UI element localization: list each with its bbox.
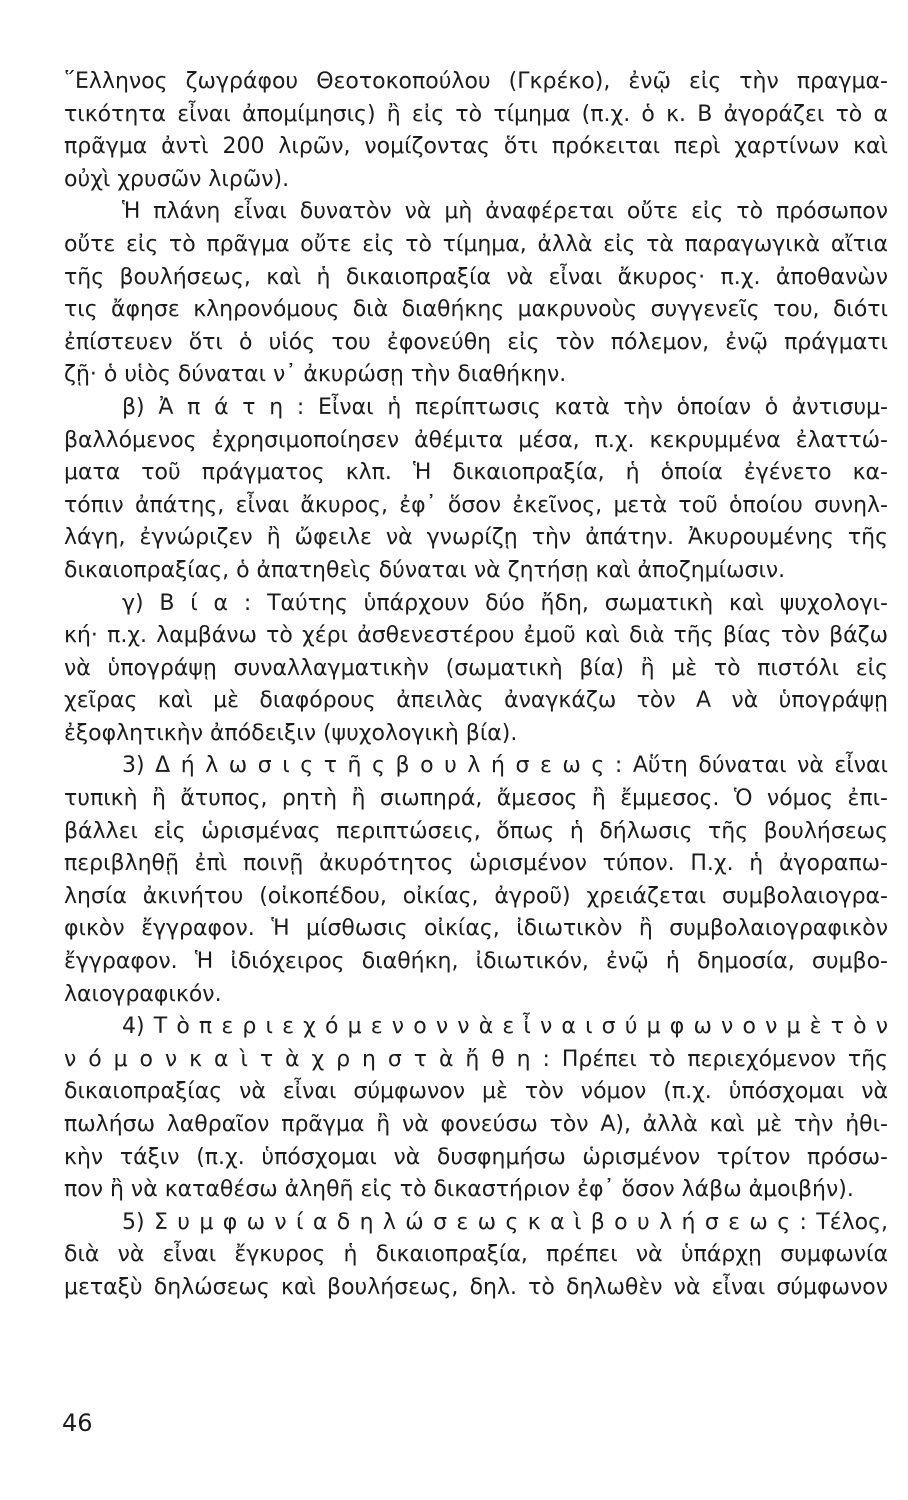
text-line: 3) Δ ή λ ω σ ι ς τ ῆ ς β ο υ λ ή σ ε ω ς : Αὕτη δύναται νὰ εἶναι xyxy=(122,753,888,779)
text-line: 4) Τ ὸ π ε ρ ι ε χ ό μ ε ν ο ν ν ὰ ε ἶ ν α ι σ ύ μ φ ω ν ο ν μ ὲ τ ὸ ν xyxy=(122,1014,888,1040)
text-line: ἔγγραφον. Ἡ ἰδιόχειρος διαθήκη, ἰδιωτικόν, ἐνῷ ἡ δημοσία, συμβο- xyxy=(64,949,888,975)
text-line: ζῇ· ὁ υἱὸς δύναται ν᾽ ἀκυρώσῃ τὴν διαθήκην. xyxy=(64,362,567,388)
text-line: διὰ νὰ εἶναι ἔγκυρος ἡ δικαιοπραξία, πρέπει νὰ ὑπάρχῃ συμφωνία xyxy=(64,1242,888,1268)
text-line: τόπιν ἀπάτης, εἶναι ἄκυρος, ἐφ᾽ ὅσον ἐκεῖνος, μετὰ τοῦ ὁποίου συνηλ- xyxy=(64,492,888,518)
text-line: περιβληθῇ ἐπὶ ποινῇ ἀκυρότητος ὡρισμένον τύπον. Π.χ. ἡ ἀγοραπω- xyxy=(64,851,888,877)
text-line: 5) Σ υ μ φ ω ν ί α δ η λ ώ σ ε ω ς κ α ὶ β ο υ λ ή σ ε ω ς : Τέλος, xyxy=(122,1209,888,1235)
page-number: 46 xyxy=(62,1409,93,1437)
text-line: τις ἄφησε κληρονόμους διὰ διαθήκης μακρυνοὺς συγγενεῖς του, διότι xyxy=(64,297,888,323)
text-line: χεῖρας καὶ μὲ διαφόρους ἀπειλὰς ἀναγκάζω τὸν Α νὰ ὑπογράψῃ xyxy=(64,688,888,714)
text-line: νὰ ὑπογράψῃ συναλλαγματικὴν (σωματικὴ βία) ἢ μὲ τὸ πιστόλι εἰς xyxy=(64,655,888,681)
text-line: πρᾶγμα ἀντὶ 200 λιρῶν, νομίζοντας ὅτι πρόκειται περὶ χαρτίνων καὶ xyxy=(64,134,888,160)
text-line: βάλλει εἰς ὡρισμένας περιπτώσεις, ὅπως ἡ δήλωσις τῆς βουλήσεως xyxy=(64,818,888,844)
text-line: πον ἢ νὰ καταθέσω ἀληθῆ εἰς τὸ δικαστήριον ἐφ᾽ ὅσον λάβω ἀμοιβήν). xyxy=(64,1177,854,1203)
text-line: λάγη, ἐγνώριζεν ἢ ὤφειλε νὰ γνωρίζῃ τὴν ἀπάτην. Ἀκυρουμένης τῆς xyxy=(64,525,888,551)
text-line: δικαιοπραξίας νὰ εἶναι σύμφωνον μὲ τὸν νόμον (π.χ. ὑπόσχομαι νὰ xyxy=(64,1079,888,1105)
text-line: πωλήσω λαθραῖον πρᾶγμα ἢ νὰ φονεύσω τὸν Α), ἀλλὰ καὶ μὲ τὴν ἠθι- xyxy=(64,1112,888,1137)
text-line: ν ό μ ο ν κ α ὶ τ ὰ χ ρ η σ τ ὰ ἤ θ η : Πρέπει τὸ περιεχόμενον τῆς xyxy=(64,1046,888,1072)
text-line: τικότητα εἶναι ἀπομίμησις) ἢ εἰς τὸ τίμημα (π.χ. ὁ κ. Β ἀγοράζει τὸ α xyxy=(64,101,888,127)
text-line: βαλλόμενος ἐχρησιμοποίησεν ἀθέμιτα μέσα, π.χ. κεκρυμμένα ἐλαττώ- xyxy=(64,427,888,453)
body-text xyxy=(64,66,888,1305)
text-line: γ) Β ί α : Ταύτης ὑπάρχουν δύο ἤδη, σωματικὴ καὶ ψυχολογι- xyxy=(122,590,888,616)
text-line: δικαιοπραξίας, ὁ ἀπατηθεὶς δύναται νὰ ζητήσῃ καὶ ἀποζημίωσιν. xyxy=(64,557,786,583)
text-line: ἐξοφλητικὴν ἀπόδειξιν (ψυχολογικὴ βία). xyxy=(64,720,518,746)
text-line: μεταξὺ δηλώσεως καὶ βουλήσεως, δηλ. τὸ δηλωθὲν νὰ εἶναι σύμφωνον xyxy=(64,1274,888,1300)
text-line: κή· π.χ. λαμβάνω τὸ χέρι ἀσθενεστέρου ἐμοῦ καὶ διὰ τῆς βίας τὸν βάζω xyxy=(64,623,888,649)
text-line: οὔτε εἰς τὸ πρᾶγμα οὔτε εἰς τὸ τίμημα, ἀλλὰ εἰς τὰ παραγωγικὰ αἴτια xyxy=(64,231,888,257)
text-line: ἐπίστευεν ὅτι ὁ υἱός του ἐφονεύθη εἰς τὸν πόλεμον, ἐνῷ πράγματι xyxy=(64,329,888,355)
text-line: Ἡ πλάνη εἶναι δυνατὸν νὰ μὴ ἀναφέρεται οὔτε εἰς τὸ πρόσωπον xyxy=(122,199,888,225)
text-line: τῆς βουλήσεως, καὶ ἡ δικαιοπραξία νὰ εἶναι ἄκυρος· π.χ. ἀποθανὼν xyxy=(64,264,888,290)
text-line: τυπικὴ ἢ ἄτυπος, ρητὴ ἢ σιωπηρά, ἄμεσος ἢ ἔμμεσος. Ὁ νόμος ἐπι- xyxy=(64,786,888,812)
text-line: φικὸν ἔγγραφον. Ἡ μίσθωσις οἰκίας, ἰδιωτικὸν ἢ συμβολαιογραφικὸν xyxy=(64,916,888,942)
text-line: οὐχὶ χρυσῶν λιρῶν). xyxy=(64,166,290,192)
text-line: ῞Ελληνος ζωγράφου Θεοτοκοπούλου (Γκρέκο), ἐνῷ εἰς τὴν πραγμα- xyxy=(64,69,888,94)
text-line: ματα τοῦ πράγματος κλπ. Ἡ δικαιοπραξία, ἡ ὁποία ἐγένετο κα- xyxy=(64,460,888,486)
text-line: κὴν τάξιν (π.χ. ὑπόσχομαι νὰ δυσφημήσω ὡρισμένον τρίτον πρόσω- xyxy=(64,1144,888,1170)
text-line: λησία ἀκινήτου (οἰκοπέδου, οἰκίας, ἀγροῦ) χρειάζεται συμβολαιογρα- xyxy=(64,883,888,909)
text-line: β) Ἀ π ά τ η : Εἶναι ἡ περίπτωσις κατὰ τὴν ὁποίαν ὁ ἀντισυμ- xyxy=(122,394,888,420)
text-line: λαιογραφικόν. xyxy=(64,981,222,1007)
